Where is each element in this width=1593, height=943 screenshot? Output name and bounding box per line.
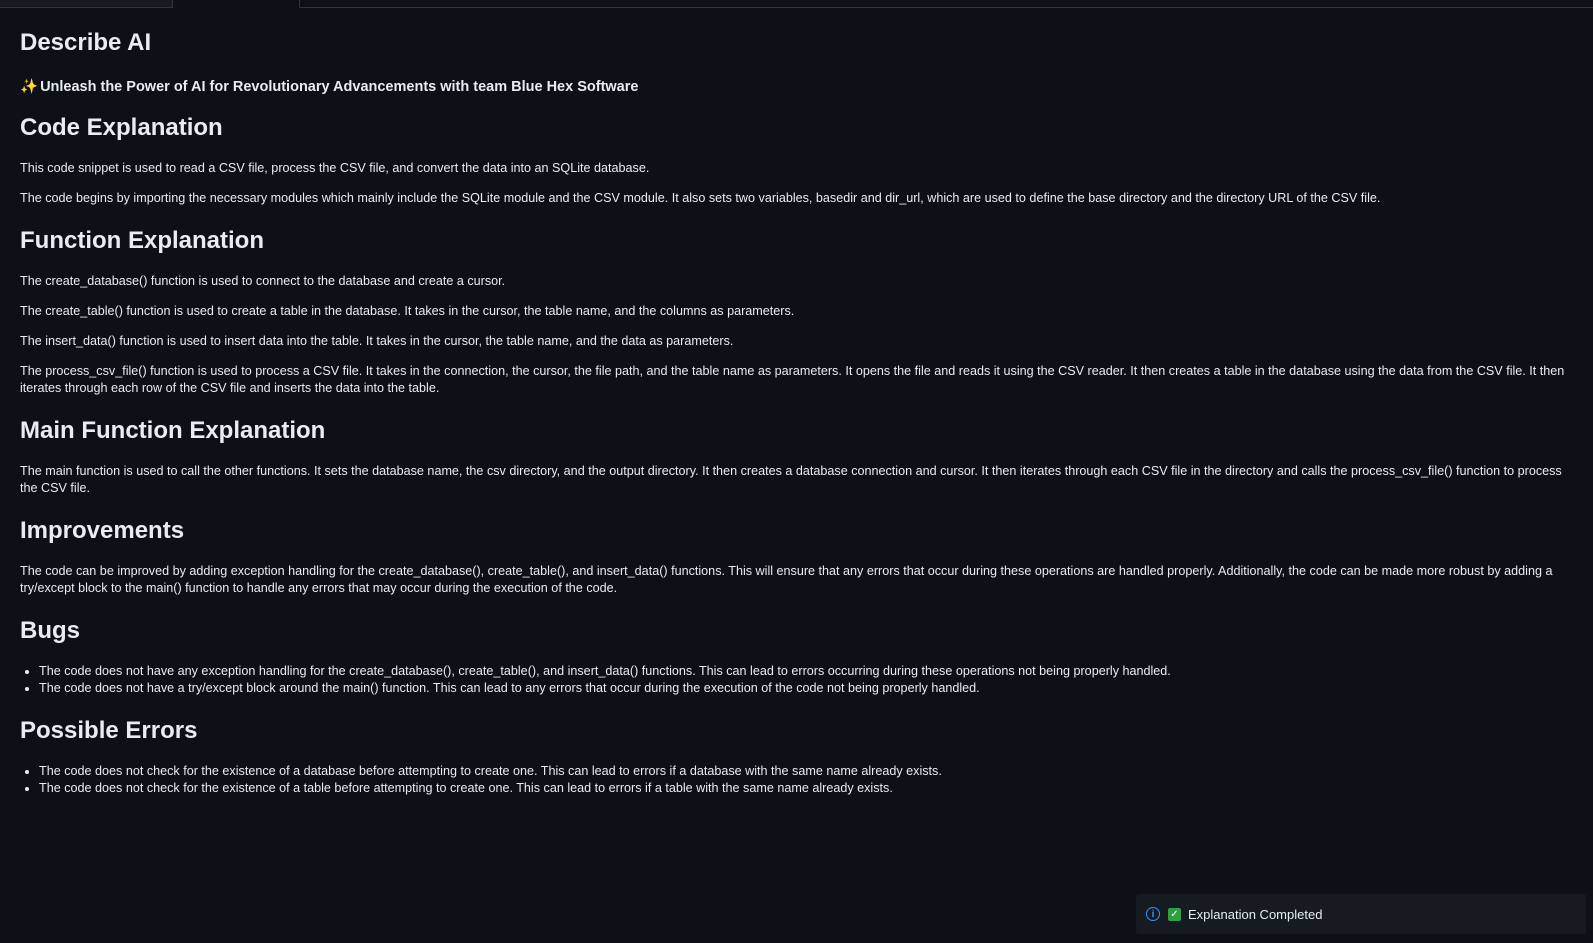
main-function-section <box>20 414 1565 497</box>
notification-message: Explanation Completed <box>1188 906 1323 922</box>
tagline-text: Unleash the Power of AI for Revolutionary Advancements with team Blue Hex Software <box>40 79 639 95</box>
tagline <box>20 77 1565 97</box>
paragraph: The code can be improved by adding exception handling for the create_database(), create_table(), and insert_data() functions. This will ensure that any errors that occur during these operations are handled properly. Additionally, the code can be made more robust by adding a try/except block to the main() function to handle any errors that may occur during the execution of the code. <box>20 564 1553 595</box>
editor-tab-1[interactable] <box>0 0 173 7</box>
section-heading: Code Explanation <box>20 114 223 141</box>
page-title: Describe AI <box>20 29 152 56</box>
section-heading: Improvements <box>20 517 185 544</box>
list-item: • The code does not have any exception handling for the create_database(), create_table(), and insert_data() functions. This can lead to errors occurring during these operations not being properly handled. <box>39 663 1565 680</box>
editor-tab-bar <box>0 0 1593 8</box>
paragraph: The create_database() function is used to connect to the database and create a cursor. <box>20 274 506 288</box>
paragraph: The process_csv_file() function is used to process a CSV file. It takes in the connection, the cursor, the file path, and the table name as parameters. It opens the file and reads it using the CSV reader. It then creates a table in the database using the data from the CSV file. It then iterates through each row of the CSV file and inserts the data into the table. <box>20 364 1565 395</box>
section-heading: Bugs <box>20 617 80 644</box>
paragraph: This code snippet is used to read a CSV file, process the CSV file, and convert the data into an SQLite database. <box>20 161 650 175</box>
notification-toast[interactable] <box>1136 894 1586 934</box>
section-heading: Possible Errors <box>20 717 198 744</box>
section-heading: Main Function Explanation <box>20 417 326 444</box>
error-list <box>20 763 1565 797</box>
checkmark-icon: ✓ <box>1168 908 1181 921</box>
section-heading: Function Explanation <box>20 227 264 254</box>
list-item: • The code does not check for the existence of a table before attempting to create one. This can lead to errors if a table with the same name already exists. <box>39 780 1565 797</box>
info-icon: i <box>1146 907 1160 921</box>
sparkles-icon: ✨ <box>20 79 39 95</box>
bug-list <box>20 663 1565 697</box>
bugs-section <box>20 614 1565 697</box>
editor-tab-active[interactable] <box>173 0 300 8</box>
explanation-panel <box>20 26 1565 797</box>
function-explanation-section <box>20 224 1565 397</box>
improvements-section <box>20 514 1565 597</box>
list-item: • The code does not check for the existence of a database before attempting to create one. This can lead to errors if a database with the same name already exists. <box>39 763 1565 780</box>
paragraph: The insert_data() function is used to insert data into the table. It takes in the cursor, the table name, and the data as parameters. <box>20 334 734 348</box>
possible-errors-section <box>20 714 1565 797</box>
paragraph: The create_table() function is used to create a table in the database. It takes in the cursor, the table name, and the columns as parameters. <box>20 304 795 318</box>
paragraph: The main function is used to call the other functions. It sets the database name, the csv directory, and the output directory. It then creates a database connection and cursor. It then iterates through each CSV file in the directory and calls the process_csv_file() function to process the CSV file. <box>20 464 1562 495</box>
code-explanation-section <box>20 111 1565 207</box>
paragraph: The code begins by importing the necessary modules which mainly include the SQLite module and the CSV module. It also sets two variables, basedir and dir_url, which are used to define the base directory and the directory URL of the CSV file. <box>20 191 1381 205</box>
list-item: • The code does not have a try/except block around the main() function. This can lead to any errors that occur during the execution of the code not being properly handled. <box>39 680 1565 697</box>
